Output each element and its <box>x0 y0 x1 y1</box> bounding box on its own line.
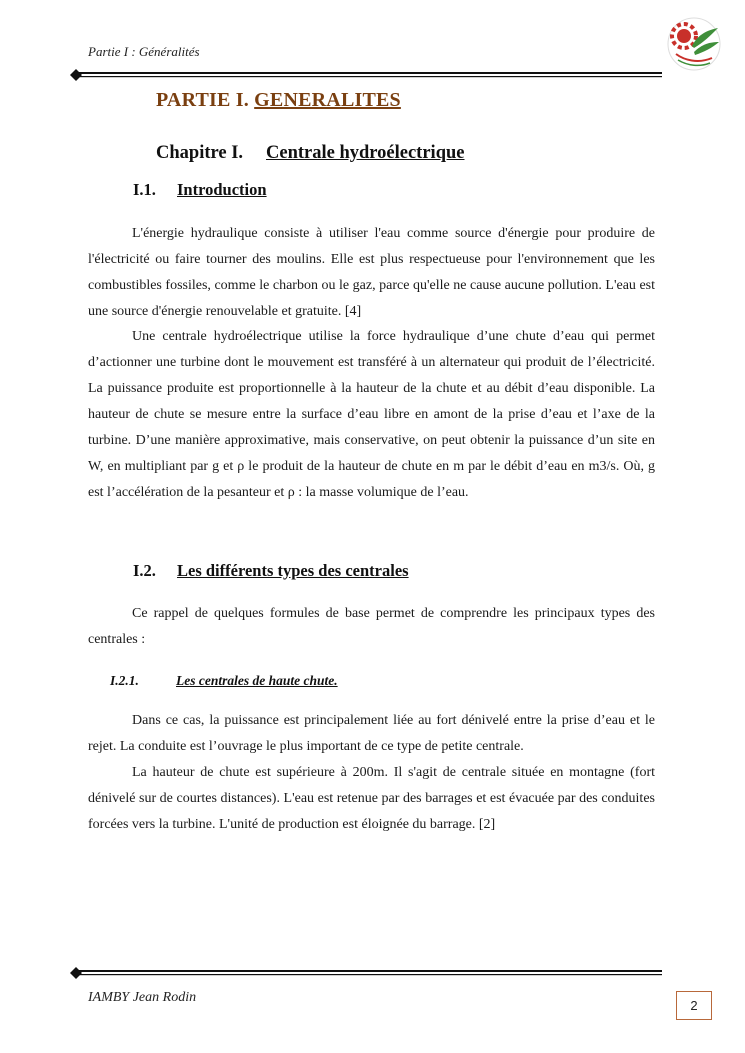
paragraph: L'énergie hydraulique consiste à utiliser l'eau comme source d'énergie pour produire de l'électricité ou faire tourner des moulins. Elle est plus respectueuse pour l'environnement que les combustibles fossiles, comme le charbon ou le gaz, parce qu'elle ne cause aucune pollution. L'eau est une source d'énergie renouvelable et gratuite. [4] <box>88 226 655 319</box>
university-logo-icon <box>664 16 724 72</box>
page-number: 2 <box>676 991 712 1020</box>
header-rule <box>70 69 662 81</box>
part-title <box>156 89 401 112</box>
section-heading-types <box>133 561 409 581</box>
footer-rule <box>70 967 662 979</box>
part-title-text: GENERALITES <box>254 89 401 111</box>
chapter-heading <box>156 143 465 164</box>
paragraph: Ce rappel de quelques formules de base permet de comprendre les principaux types des centrales : <box>88 606 655 647</box>
subsection-number: I.2.1. <box>110 673 139 688</box>
paragraph: Une centrale hydroélectrique utilise la force hydraulique d’une chute d’eau qui permet d’actionner une turbine dont le mouvement est transféré à un alternateur qui produit de l’électricité. La puissance produite est proportionnelle à la hauteur de la chute et au débit d’eau disponible. La hauteur de chute se mesure entre la surface d’eau libre en amont de la prise d’eau et l’axe de la turbine. D’une manière approximative, mais conservative, on peut obtenir la puissance d’un site en W, en multipliant par g et ρ le produit de la hauteur de chute en m par le débit d’eau en m3/s. Où, g est l’accélération de la pesanteur et ρ : la masse volumique de l’eau. <box>88 329 655 500</box>
paragraph: La hauteur de chute est supérieure à 200m. Il s'agit de centrale située en montagne (fort dénivelé sur de courtes distances). L'eau est retenue par des barrages et est évacuée par des conduites forcées vers la turbine. L'unité de production est éloignée du barrage. [2] <box>88 765 655 832</box>
section-number: I.2. <box>133 561 156 580</box>
section-heading-introduction <box>133 180 267 200</box>
paragraph: Dans ce cas, la puissance est principalement liée au fort dénivelé entre la prise d’eau et le rejet. La conduite est l’ouvrage le plus important de ce type de petite centrale. <box>88 713 655 754</box>
footer-author: IAMBY Jean Rodin <box>88 990 197 1005</box>
section-title: Les différents types des centrales <box>177 561 409 580</box>
subsection-heading <box>110 673 338 689</box>
header-title: Partie I : Généralités <box>88 44 200 59</box>
subsection-title: Les centrales de haute chute. <box>176 673 338 688</box>
chapter-label: Chapitre I. <box>156 143 244 163</box>
section-number: I.1. <box>133 180 156 199</box>
section-title: Introduction <box>177 180 267 199</box>
part-prefix: PARTIE I. <box>156 89 249 111</box>
chapter-title: Centrale hydroélectrique <box>266 143 465 163</box>
